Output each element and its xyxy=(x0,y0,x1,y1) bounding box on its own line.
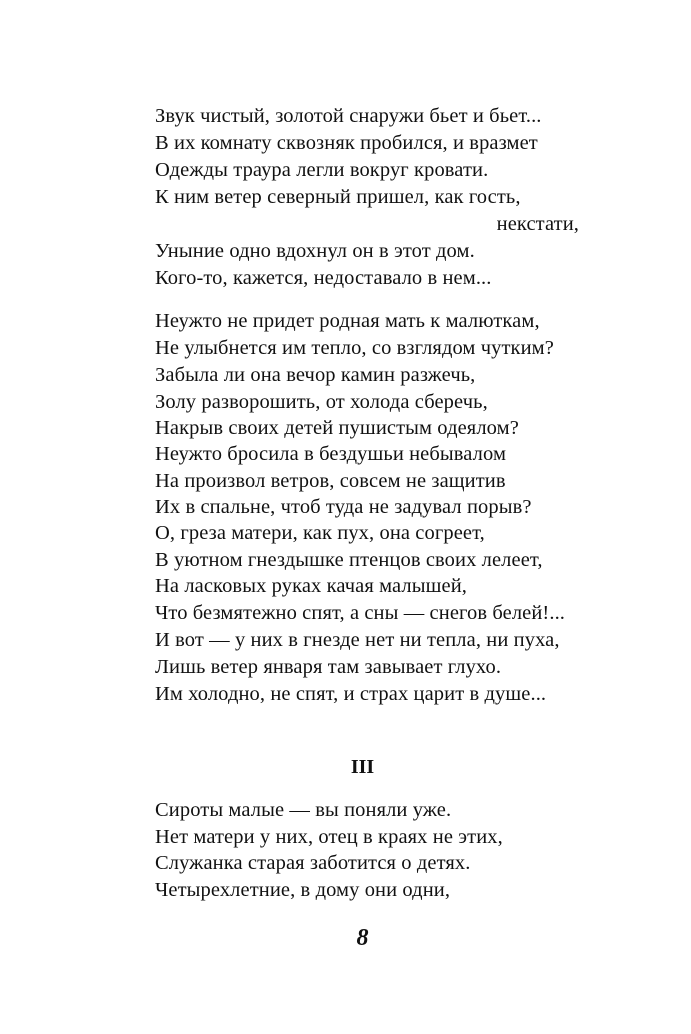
poem-line: Сироты малые — вы поняли уже. xyxy=(155,799,452,821)
poem-line: Одежды траура легли вокруг кровати. xyxy=(155,159,489,181)
page-number: 8 xyxy=(356,925,369,951)
poem-line: На ласковых руках качая малышей, xyxy=(155,575,467,597)
poem-line: В уютном гнездышке птенцов своих лелеет, xyxy=(155,549,543,571)
poem-line: Неужто не придет родная мать к малюткам, xyxy=(155,310,540,332)
poem-line: В их комнату сквозняк пробился, и вразмет xyxy=(155,132,538,154)
poem-line: Служанка старая заботится о детях. xyxy=(155,852,471,874)
poem-line: Золу разворошить, от холода сберечь, xyxy=(155,391,488,413)
poem-line: Четырехлетние, в дому они одни, xyxy=(155,879,451,901)
poem-line: Нет матери у них, отец в краях не этих, xyxy=(155,826,503,848)
poem-line: Что безмятежно спят, а сны — снегов белей!... xyxy=(155,602,566,624)
poem-line: Неужто бросила в бездушьи небывалом xyxy=(155,443,507,465)
poem-line: Не улыбнется им тепло, со взглядом чутким? xyxy=(155,337,554,359)
poem-line: На произвол ветров, совсем не защитив xyxy=(155,470,506,492)
poem-line: Накрыв своих детей пушистым одеялом? xyxy=(155,417,519,439)
poem-line: Им холодно, не спят, и страх царит в душе... xyxy=(155,683,547,705)
poem-line-continuation: некстати, xyxy=(496,213,579,235)
poem-line: Лишь ветер января там завывает глухо. xyxy=(155,656,502,678)
poem-line: О, греза матери, как пух, она согреет, xyxy=(155,522,485,544)
section-title: III xyxy=(350,756,375,778)
poem-line: Забыла ли она вечор камин разжечь, xyxy=(155,364,476,386)
poem-line: Звук чистый, золотой снаружи бьет и бьет... xyxy=(155,105,542,127)
poem-line: Уныние одно вдохнул он в этот дом. xyxy=(155,240,475,262)
poem-line: Кого-то, кажется, недоставало в нем... xyxy=(155,267,492,289)
poem-line: И вот — у них в гнезде нет ни тепла, ни пуха, xyxy=(155,629,560,651)
poem-line: К ним ветер северный пришел, как гость, xyxy=(155,186,521,208)
poem-line: Их в спальне, чтоб туда не задувал порыв? xyxy=(155,496,532,518)
